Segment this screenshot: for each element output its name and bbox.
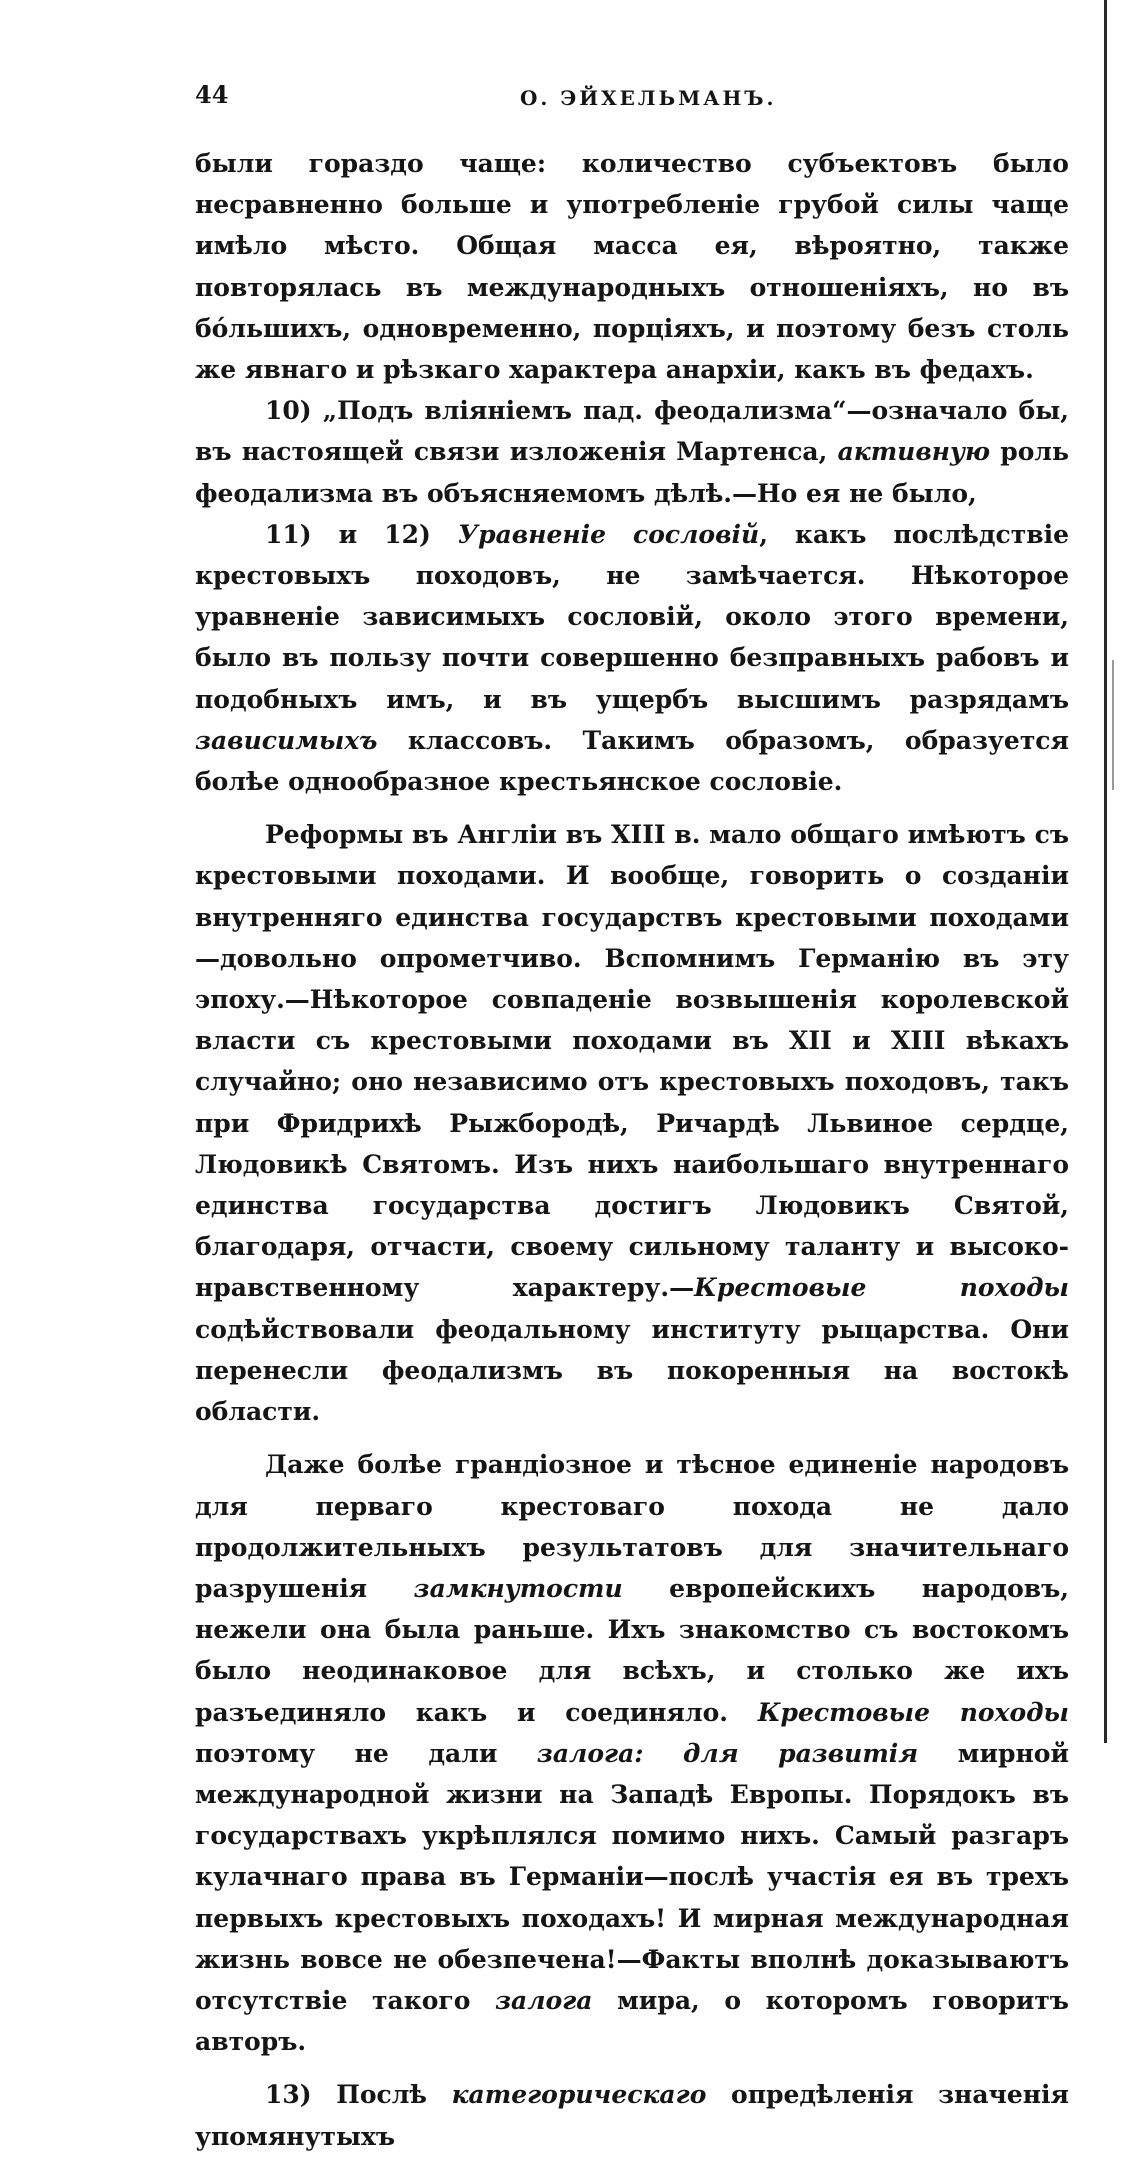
paragraph-3-emphasis-1: Уравненіе сословій (457, 519, 760, 549)
paragraph-5-text-c: европейскихъ народовъ, нежели она была раньше. Ихъ знакомство съ востокомъ было неодинаковое для всѣхъ, и столько же ихъ разъединяло какъ и соединяло. (195, 1573, 1070, 1727)
body-text (195, 143, 1069, 2157)
paragraph-6-text-c: опредѣленія значенія упомянутыхъ (195, 2080, 1069, 2151)
paragraph-4 (195, 814, 1069, 1432)
paragraph-6-emphasis: категорическаго (451, 2080, 707, 2110)
paragraph-3-text-a: 11) и 12) (265, 519, 458, 549)
paragraph-2-text-c: роль феодализма въ объясняемомъ дѣлѣ.—Но ея не было, (195, 437, 1069, 508)
paragraph-3-emphasis-2: зависимыхъ (195, 725, 378, 755)
paragraph-5-text-a: Даже болѣе грандіозное и тѣсное единеніе народовъ для перваго крестоваго похода не дало продолжительныхъ результатовъ для значительнаго разрушенія (195, 1450, 1069, 1603)
paragraph-5-emphasis-2: Крестовые походы (757, 1697, 1069, 1727)
paragraph-3-text-c: , какъ послѣдствіе крестовыхъ походовъ, не замѣчается. Нѣкоторое уравненіе зависимыхъ сословій, около этого времени, было въ пользу почти совершенно безправныхъ рабовъ и подобныхъ имъ, и въ ущербъ высшимъ разрядамъ (195, 519, 1069, 714)
paragraph-5-emphasis-3: залога: для развитія (536, 1738, 919, 1768)
paragraph-4-emphasis: Крестовые походы (694, 1273, 1069, 1303)
paragraph-6-text-a: 13) Послѣ (265, 2080, 452, 2110)
paragraph-5-text-i: мира, о которомъ говоритъ авторъ. (195, 1985, 1069, 2057)
paragraph-1: были гораздо чаще: количество субъектовъ было несравненно больше и употребленіе грубой силы чаще имѣло мѣсто. Общая масса ея, вѣроятно, также повторялась въ международныхъ отношеніяхъ, но въ бóльшихъ, одновременно, порціяхъ, и поэтому безъ столь же явнаго и рѣзкаго характера анархіи, какъ въ федахъ. (195, 149, 1069, 385)
paragraph-6 (195, 2074, 1069, 2156)
paragraph-5-emphasis-1: замкнутости (413, 1573, 623, 1603)
paragraph-4-text-c: содѣйствовали феодальному институту рыцарства. Они перенесли феодализмъ въ покоренныя на востокѣ области. (195, 1314, 1069, 1427)
paragraph-2-emphasis: активную (837, 437, 990, 467)
paragraph-4-text-a: Реформы въ Англіи въ XIII в. мало общаго имѣютъ съ крестовыми походами. И вообще, говорить о созданіи внутренняго единства государствъ крестовыми походами—довольно опрометчиво. Вспомнимъ Германію въ эту эпоху.—Нѣкоторое совпаденіе возвышенія королевской власти съ крестовыми походами въ XII и XIII вѣкахъ случайно; оно независимо отъ крестовыхъ походовъ, такъ при Фридрихѣ Рыжбородѣ, Ричардѣ Львиное сердце, Людовикѣ Святомъ. Изъ нихъ наибольшаго внутреннаго единства государства достигъ Людовикъ Святой, благодаря, отчасти, своему сильному таланту и высоко-нравственному характеру.— (195, 820, 1069, 1303)
scan-mark (1112, 660, 1114, 790)
paragraph-5-text-g: мирной международной жизни на Западѣ Европы. Порядокъ въ государствахъ укрѣплялся помимо нихъ. Самый разгаръ кулачнаго права въ Германіи—послѣ участія ея въ трехъ первыхъ крестовыхъ походахъ! И мирная международная жизнь вовсе не обезпечена!—Факты вполнѣ доказываютъ отсутствіе такого (195, 1738, 1069, 2015)
paragraph-2 (195, 390, 1069, 514)
paragraph-5 (195, 1444, 1069, 2062)
page-number: 44 (195, 80, 229, 109)
paragraph-3 (195, 514, 1069, 802)
paragraph-5-emphasis-4: залога (495, 1985, 593, 2015)
paragraph-3-text-e: классовъ. Такимъ образомъ, образуется болѣе однообразное крестьянское сословіе. (195, 725, 1069, 797)
page-edge-line (1104, 0, 1107, 1743)
paragraph-5-text-e: поэтому не дали (195, 1738, 537, 1768)
paragraph-2-text-a: 10) „Подъ вліяніемъ пад. феодализма“—означало бы, въ настоящей связи изложенія Мартенса, (195, 396, 1069, 467)
running-title: О. ЭЙХЕЛЬМАНЪ. (520, 86, 777, 110)
